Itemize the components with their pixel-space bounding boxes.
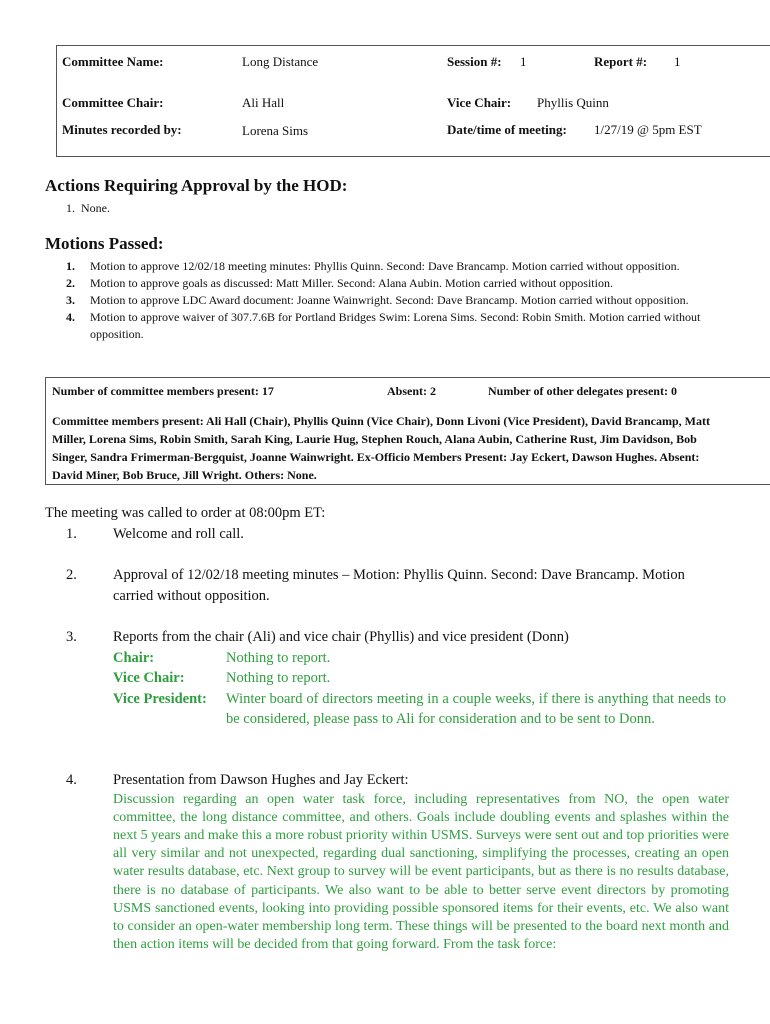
motion-text: Motion to approve waiver of 307.7.6B for Portland Bridges Swim: Lorena Sims. Second: Robin Smith. Motion carried without opposition. — [90, 310, 701, 341]
item-number: 1. — [66, 526, 77, 542]
committee-chair-label: Committee Chair: — [62, 95, 164, 110]
task-force-discussion: Discussion regarding an open water task force, including representatives from NO, the open water committee, the long distance committee, and others. Goals include doubling events and splashes within the next 5 years and make this a more robust priority within USMS. Surveys were sent out and top priorities were all very similar and not unexpected, regarding dual sanctioning, simplifying the processes, creating an open water results database, etc. Next group to survey will be event participants, but as there is no results database, there is no database of participants. We also want to be able to better serve event directors by promoting USMS sanctioned events, looking into providing possible sponsored items for their events, etc. We also want to consider an open-water membership long term. These things will be presented to the board next month and then action items will be decided from that going forward. From the task force: — [113, 791, 729, 953]
motion-text: Motion to approve LDC Award document: Joanne Wainwright. Second: Dave Brancamp. Motion carried without opposition. — [90, 293, 689, 307]
list-item: None. — [81, 201, 110, 215]
list-item — [66, 292, 726, 309]
motions-list — [66, 258, 726, 343]
agenda-item-2 — [66, 565, 726, 606]
item-number: 4. — [66, 772, 77, 788]
members-absent-count: Absent: 2 — [387, 384, 437, 398]
list-item-number: 2. — [66, 276, 75, 290]
agenda-item-4 — [66, 770, 729, 954]
item-text: Welcome and roll call. — [113, 526, 244, 542]
vice-chair-label: Vice Chair: — [447, 95, 512, 110]
session-label: Session #: — [447, 54, 502, 69]
list-item — [66, 258, 726, 275]
report-text: Winter board of directors meeting in a couple weeks, if there is anything that needs to be considered, please pass to Ali for consideration and to be sent to Donn. — [226, 690, 726, 727]
item-text: Presentation from Dawson Hughes and Jay Eckert: — [113, 772, 409, 788]
members-present-count: Number of committee members present: 17 — [52, 384, 274, 398]
agenda-item-3 — [66, 627, 726, 730]
session-value: 1 — [520, 54, 527, 69]
motion-text: Motion to approve goals as discussed: Matt Miller. Second: Alana Aubin. Motion carried without opposition. — [90, 276, 613, 290]
report-label: Vice Chair: — [113, 670, 185, 686]
item-number: 2. — [66, 567, 77, 583]
actions-list — [66, 200, 110, 217]
report-row-vice-president — [113, 689, 726, 730]
report-text: Nothing to report. — [226, 670, 331, 686]
vice-chair-value: Phyllis Quinn — [537, 95, 609, 110]
meeting-datetime-value: 1/27/19 @ 5pm EST — [594, 122, 702, 137]
list-item-number: 4. — [66, 310, 75, 324]
report-row-vice-chair — [113, 668, 726, 689]
list-item — [66, 309, 726, 343]
attendance-box — [45, 377, 770, 485]
recorder-value: Lorena Sims — [242, 123, 309, 138]
actions-heading: Actions Requiring Approval by the HOD: — [45, 176, 348, 195]
list-item-number: 1. — [66, 201, 75, 215]
report-label: Chair: — [113, 649, 155, 666]
meeting-datetime-label: Date/time of meeting: — [447, 122, 567, 137]
list-item-number: 1. — [66, 259, 75, 273]
recorder-label: Minutes recorded by: — [62, 122, 182, 137]
attendance-details: Committee members present: Ali Hall (Chair), Phyllis Quinn (Vice Chair), Donn Livoni (Vice President), David Brancamp, Matt Miller, Lorena Sims, Robin Smith, Sarah King, Laurie Hug, Stephen Rouch, Alana Aubin, Catherine Rust, Jim Davidson, Bob Singer, Sandra Frimerman-Bergquist, Joanne Wainwright. Ex-Officio Members Present: Jay Eckert, Dawson Hughes. Absent: David Miner, Bob Bruce, Jill Wright. Others: None. — [52, 414, 710, 482]
report-text: Nothing to report. — [226, 649, 331, 666]
other-delegates-count: Number of other delegates present: 0 — [488, 384, 677, 398]
list-item-number: 3. — [66, 293, 75, 307]
motion-text: Motion to approve 12/02/18 meeting minutes: Phyllis Quinn. Second: Dave Brancamp. Motion carried without opposition. — [90, 259, 680, 273]
item-text: Approval of 12/02/18 meeting minutes – Motion: Phyllis Quinn. Second: Dave Brancamp. Motion carried without opposition. — [113, 567, 685, 604]
motions-heading: Motions Passed: — [45, 234, 164, 253]
report-label: Report #: — [594, 54, 648, 69]
agenda-item-1 — [66, 524, 726, 545]
committee-chair-value: Ali Hall — [242, 95, 285, 110]
item-text: Reports from the chair (Ali) and vice chair (Phyllis) and vice president (Donn) — [113, 629, 569, 645]
meeting-intro: The meeting was called to order at 08:00pm ET: — [45, 505, 326, 521]
report-label: Vice President: — [113, 690, 207, 707]
item-number: 3. — [66, 629, 77, 645]
committee-name-label: Committee Name: — [62, 54, 164, 69]
report-row-chair — [113, 648, 726, 669]
report-value: 1 — [674, 54, 681, 69]
committee-name-value: Long Distance — [242, 54, 319, 69]
committee-info-box — [56, 45, 770, 157]
list-item — [66, 275, 726, 292]
